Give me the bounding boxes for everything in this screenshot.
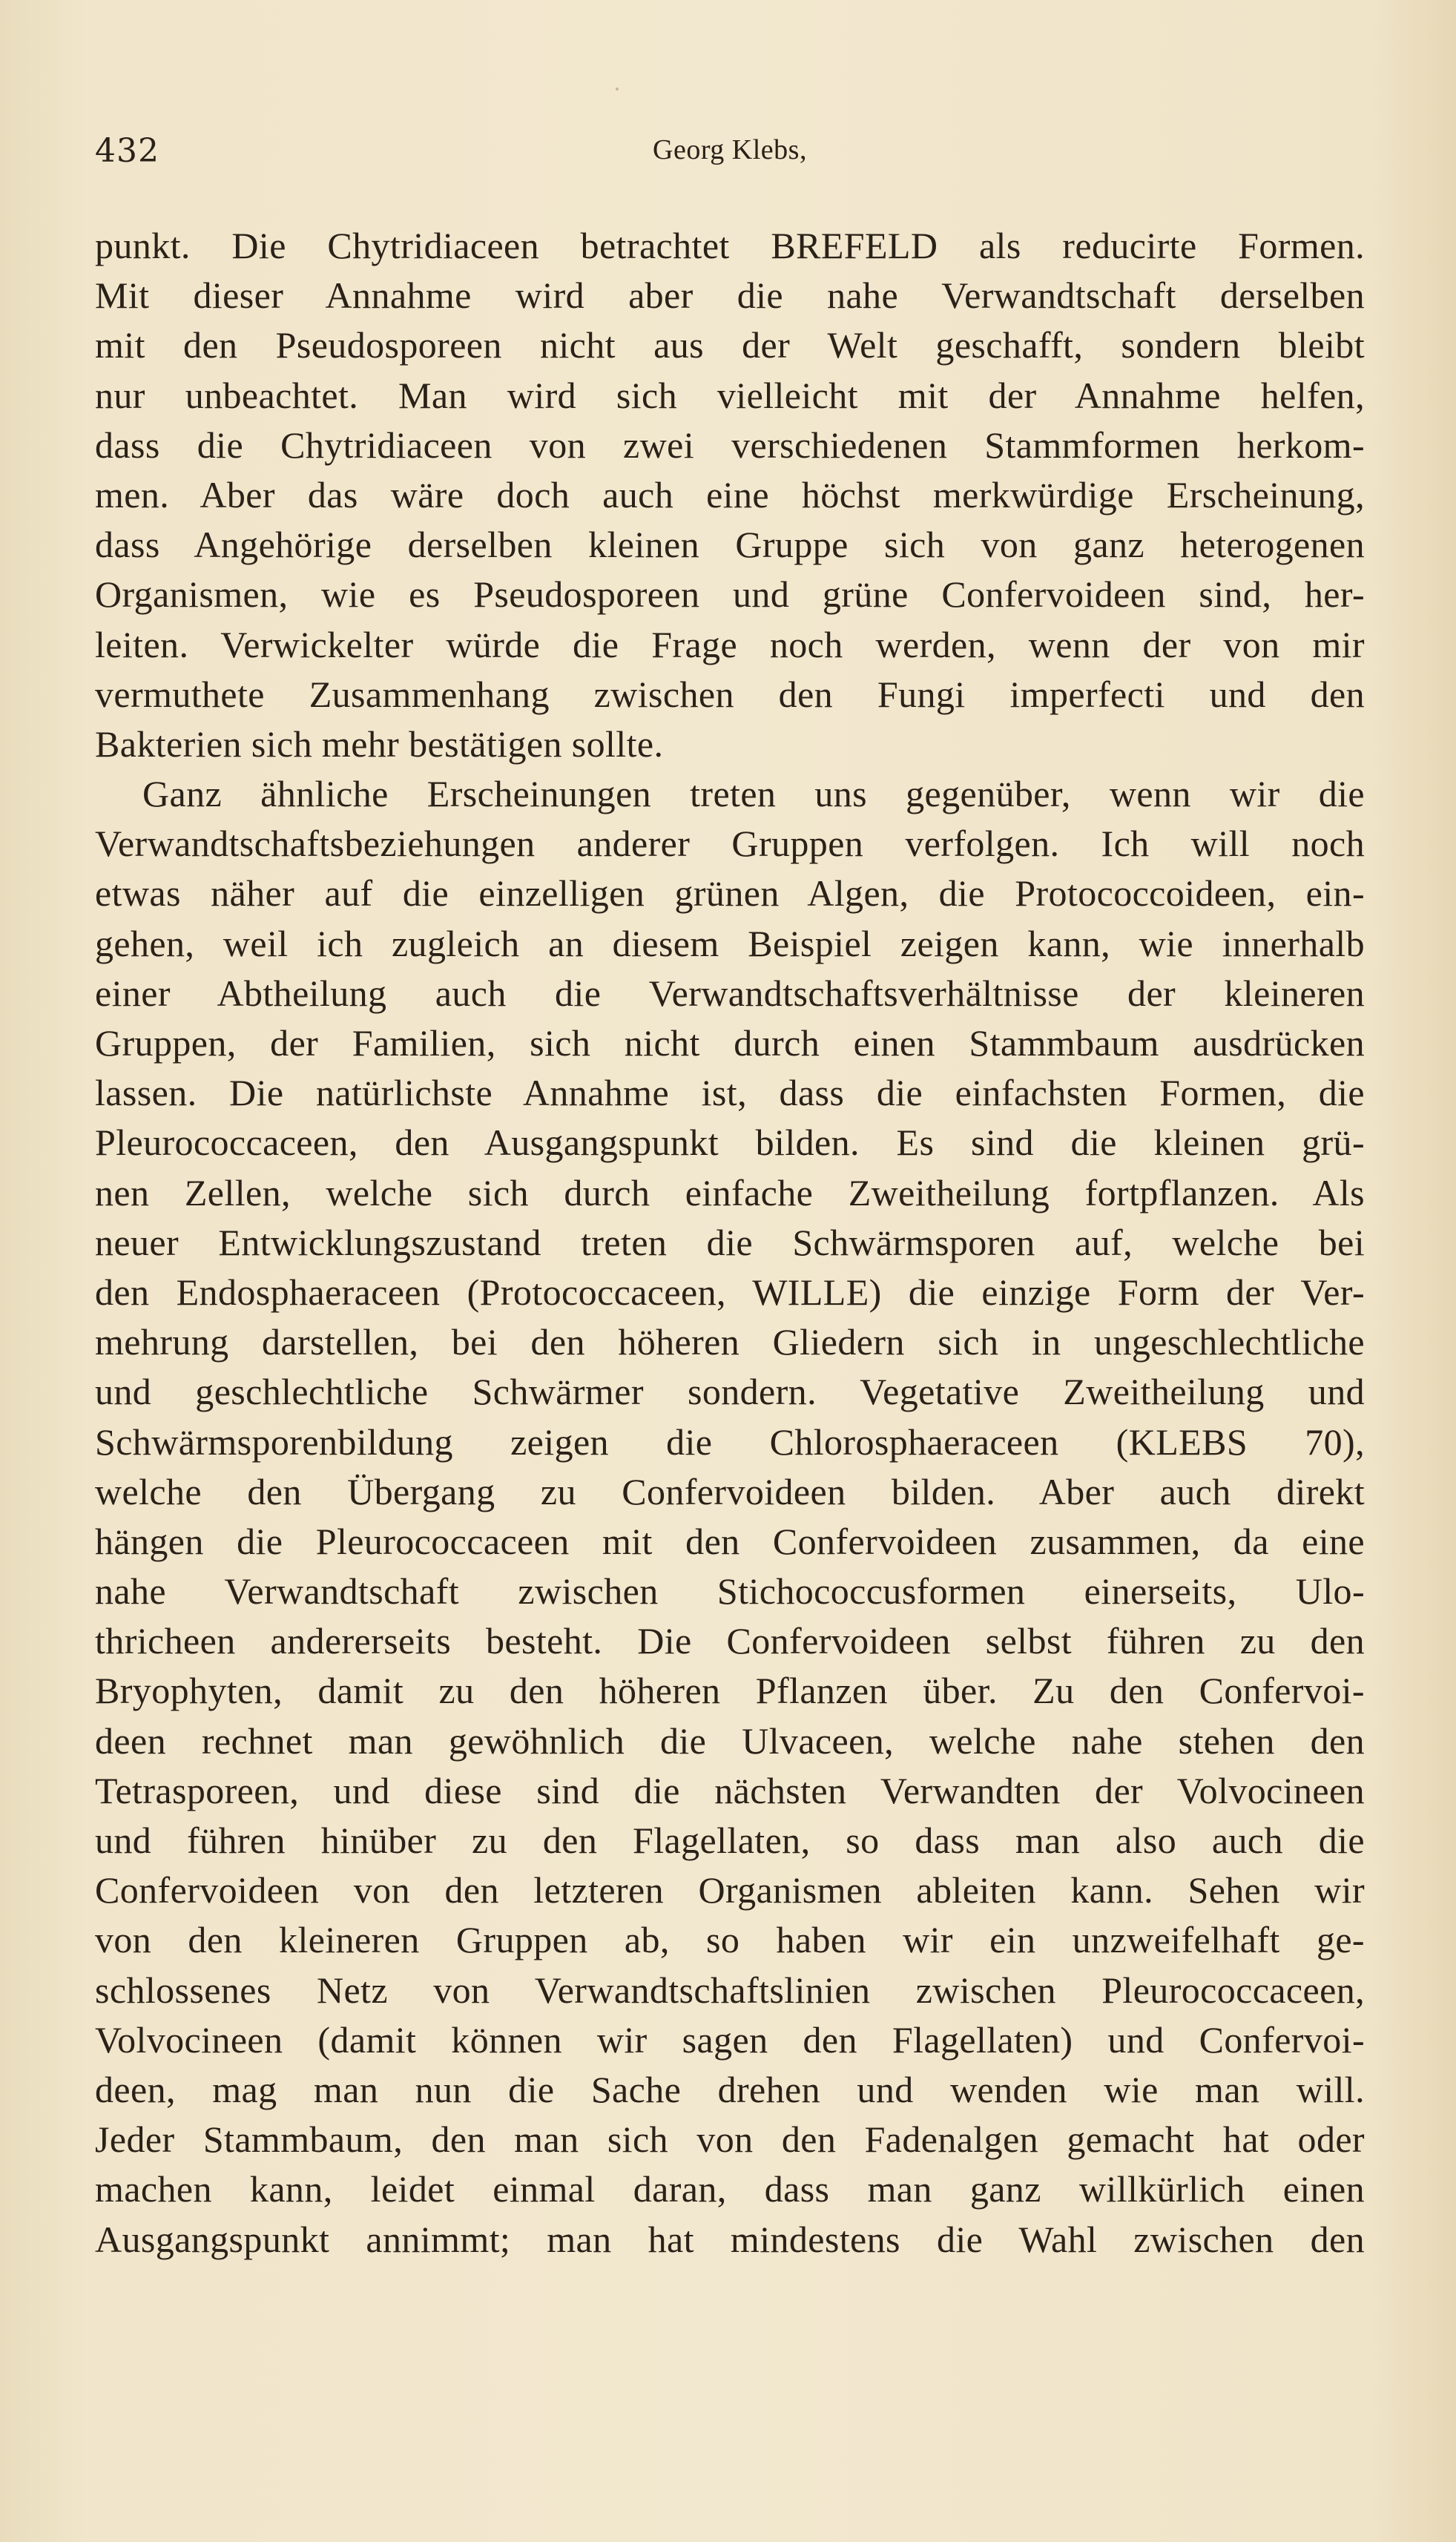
text-line: thricheen andererseits besteht. Die Confervoideen selbst führen zu den — [95, 1620, 1365, 1662]
text-line: Pleurococcaceen, den Ausgangspunkt bilden. Es sind die kleinen grü- — [95, 1122, 1365, 1164]
text-line: nahe Verwandtschaft zwischen Stichococcusformen einerseits, Ulo- — [95, 1570, 1365, 1613]
text-line: und geschlechtliche Schwärmer sondern. Vegetative Zweitheilung und — [95, 1371, 1365, 1413]
text-line: Mit dieser Annahme wird aber die nahe Verwandtschaft derselben — [95, 274, 1365, 317]
text-line: Ganz ähnliche Erscheinungen treten uns gegenüber, wenn wir die — [142, 773, 1365, 815]
text-line: hängen die Pleurococcaceen mit den Confervoideen zusammen, da eine — [95, 1520, 1365, 1562]
text-line: Ausgangspunkt annimmt; man hat mindestens die Wahl zwischen den — [95, 2218, 1365, 2260]
text-line: lassen. Die natürlichste Annahme ist, dass die einfachsten Formen, die — [95, 1072, 1365, 1114]
text-line: und führen hinüber zu den Flagellaten, so dass man also auch die — [95, 1820, 1365, 1861]
text-line: Confervoideen von den letzteren Organismen ableiten kann. Sehen wir — [95, 1869, 1365, 1912]
text-line: welche den Übergang zu Confervoideen bilden. Aber auch direkt — [95, 1470, 1365, 1512]
text-line: den Endosphaeraceen (Protococcaceen, WILLE) die einzige Form der Ver- — [95, 1271, 1365, 1313]
page-number: 432 — [95, 132, 159, 170]
paragraph-1 — [95, 221, 1365, 769]
text-line: Jeder Stammbaum, den man sich von den Fadenalgen gemacht hat oder — [95, 2118, 1365, 2161]
page-header — [95, 132, 1365, 177]
paragraph-2 — [95, 769, 1365, 2265]
text-line: leiten. Verwickelter würde die Frage noch werden, wenn der von mir — [95, 623, 1365, 665]
paper-speck — [616, 88, 619, 90]
text-line: einer Abtheilung auch die Verwandtschaftsverhältnisse der kleineren — [95, 972, 1365, 1014]
text-line: deen, mag man nun die Sache drehen und wenden wie man will. — [95, 2068, 1365, 2110]
text-line: Verwandtschaftsbeziehungen anderer Gruppen verfolgen. Ich will noch — [95, 823, 1365, 865]
text-line: Bryophyten, damit zu den höheren Pflanzen über. Zu den Confervoi- — [95, 1670, 1365, 1712]
text-line: gehen, weil ich zugleich an diesem Beispiel zeigen kann, wie innerhalb — [95, 922, 1365, 964]
text-line: machen kann, leidet einmal daran, dass man ganz willkürlich einen — [95, 2168, 1365, 2210]
text-line: vermuthete Zusammenhang zwischen den Fungi imperfecti und den — [95, 673, 1365, 715]
body-text — [95, 221, 1365, 2265]
text-line: von den kleineren Gruppen ab, so haben wir ein unzweifelhaft ge- — [95, 1919, 1365, 1961]
text-line: Tetrasporeen, und diese sind die nächsten Verwandten der Volvocineen — [95, 1769, 1365, 1811]
text-line: Organismen, wie es Pseudosporeen und grüne Confervoideen sind, her- — [95, 573, 1365, 616]
text-line: Gruppen, der Familien, sich nicht durch einen Stammbaum ausdrücken — [95, 1022, 1365, 1064]
text-line: deen rechnet man gewöhnlich die Ulvaceen, welche nahe stehen den — [95, 1719, 1365, 1762]
text-line: men. Aber das wäre doch auch eine höchst merkwürdige Erscheinung, — [95, 473, 1365, 516]
text-line: dass die Chytridiaceen von zwei verschiedenen Stammformen herkom- — [95, 424, 1365, 466]
text-line: punkt. Die Chytridiaceen betrachtet BREFELD als reducirte Formen. — [95, 225, 1365, 266]
running-head: Georg Klebs, — [653, 134, 807, 165]
text-line: etwas näher auf die einzelligen grünen Algen, die Protococcoideen, ein- — [95, 872, 1365, 915]
text-line: neuer Entwicklungszustand treten die Schwärmsporen auf, welche bei — [95, 1221, 1365, 1263]
text-line: Schwärmsporenbildung zeigen die Chlorosphaeraceen (KLEBS 70), — [95, 1420, 1365, 1463]
text-line: Bakterien sich mehr bestätigen sollte. — [95, 722, 664, 765]
text-line: nen Zellen, welche sich durch einfache Zweitheilung fortpflanzen. Als — [95, 1171, 1365, 1214]
text-line: mehrung darstellen, bei den höheren Gliedern sich in ungeschlechtliche — [95, 1321, 1365, 1363]
text-line: mit den Pseudosporeen nicht aus der Welt geschafft, sondern bleibt — [95, 324, 1365, 366]
text-line: nur unbeachtet. Man wird sich vielleicht mit der Annahme helfen, — [95, 374, 1365, 416]
text-line: Volvocineen (damit können wir sagen den Flagellaten) und Confervoi- — [95, 2018, 1365, 2061]
text-line: schlossenes Netz von Verwandtschaftslinien zwischen Pleurococcaceen, — [95, 1969, 1365, 2011]
text-line: dass Angehörige derselben kleinen Gruppe sich von ganz heterogenen — [95, 524, 1365, 566]
